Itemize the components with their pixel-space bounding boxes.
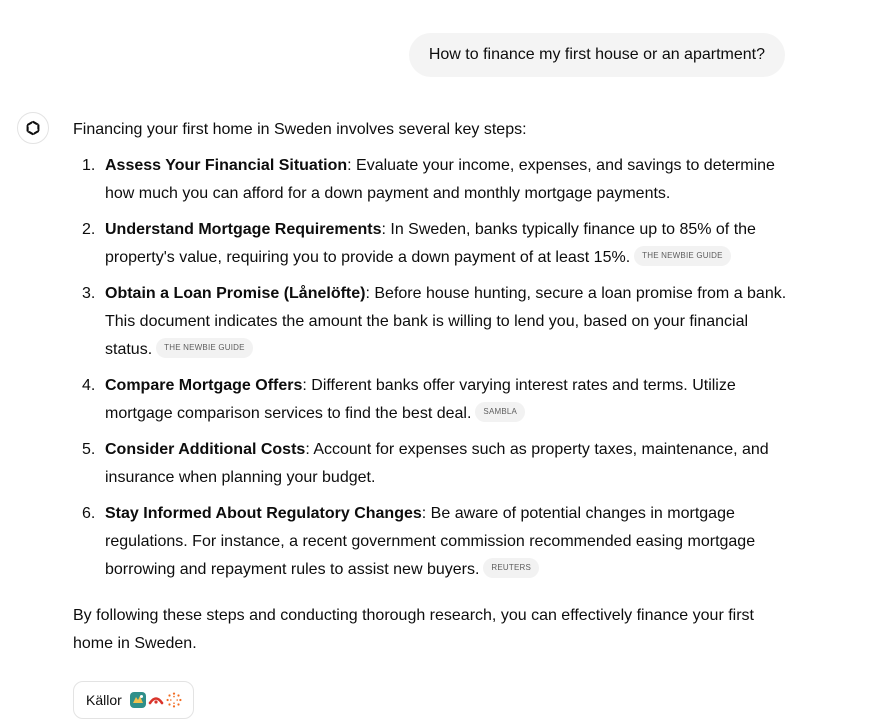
user-message-row bbox=[409, 33, 785, 77]
list-item bbox=[73, 372, 793, 428]
list-number: 5. bbox=[82, 441, 96, 458]
list-number: 2. bbox=[82, 221, 96, 238]
step-text: : Different banks offer varying interest rates and terms. Utilize mortgage comparison services to find the best deal. bbox=[105, 377, 736, 422]
openai-logo-icon bbox=[23, 118, 43, 138]
list-number: 4. bbox=[82, 377, 96, 394]
step-title: Compare Mortgage Offers bbox=[105, 377, 303, 394]
reuters-favicon-icon bbox=[166, 692, 182, 708]
list-item bbox=[73, 500, 793, 584]
list-item bbox=[73, 280, 793, 364]
list-number: 1. bbox=[82, 157, 96, 174]
assistant-outro: By following these steps and conducting thorough research, you can effectively finance your first home in Sweden. bbox=[73, 607, 754, 652]
list-item bbox=[73, 436, 793, 492]
step-title: Assess Your Financial Situation bbox=[105, 157, 348, 174]
user-message: How to finance my first house or an apartment? bbox=[409, 33, 785, 77]
newbie-guide-favicon-icon bbox=[130, 692, 146, 708]
list-number: 3. bbox=[82, 285, 96, 302]
list-number: 6. bbox=[82, 505, 96, 522]
step-text: : Account for expenses such as property taxes, maintenance, and insurance when planning your budget. bbox=[105, 441, 769, 486]
step-text: : Before house hunting, secure a loan promise from a bank. This document indicates the amount the bank is willing to lend you, based on your financial status. bbox=[105, 285, 787, 358]
step-title: Consider Additional Costs bbox=[105, 441, 306, 458]
step-text: : Be aware of potential changes in mortgage regulations. For instance, a recent government commission recommended easing mortgage borrowing and repayment rules to assist new buyers. bbox=[105, 505, 756, 578]
step-text: : Evaluate your income, expenses, and savings to determine how much you can afford for a down payment and monthly mortgage payments. bbox=[105, 157, 775, 202]
sources-button[interactable] bbox=[73, 681, 194, 719]
step-text: : In Sweden, banks typically finance up to 85% of the property's value, requiring you to provide a down payment of at least 15%. bbox=[105, 221, 756, 266]
citation-chip[interactable]: REUTERS bbox=[483, 558, 539, 578]
steps-list bbox=[73, 152, 793, 584]
assistant-intro: Financing your first home in Sweden involves several key steps: bbox=[73, 121, 527, 138]
assistant-message bbox=[73, 116, 793, 658]
step-title: Stay Informed About Regulatory Changes bbox=[105, 505, 422, 522]
sambla-favicon-icon bbox=[148, 692, 164, 708]
sources-label: Källor bbox=[86, 692, 122, 708]
citation-chip[interactable]: THE NEWBIE GUIDE bbox=[634, 246, 731, 266]
step-title: Understand Mortgage Requirements bbox=[105, 221, 382, 238]
source-favicons bbox=[130, 692, 182, 708]
list-item bbox=[73, 152, 793, 208]
assistant-avatar bbox=[17, 112, 49, 144]
citation-chip[interactable]: THE NEWBIE GUIDE bbox=[156, 338, 253, 358]
step-title: Obtain a Loan Promise (Lånelöfte) bbox=[105, 285, 366, 302]
list-item bbox=[73, 216, 793, 272]
citation-chip[interactable]: SAMBLA bbox=[475, 402, 525, 422]
